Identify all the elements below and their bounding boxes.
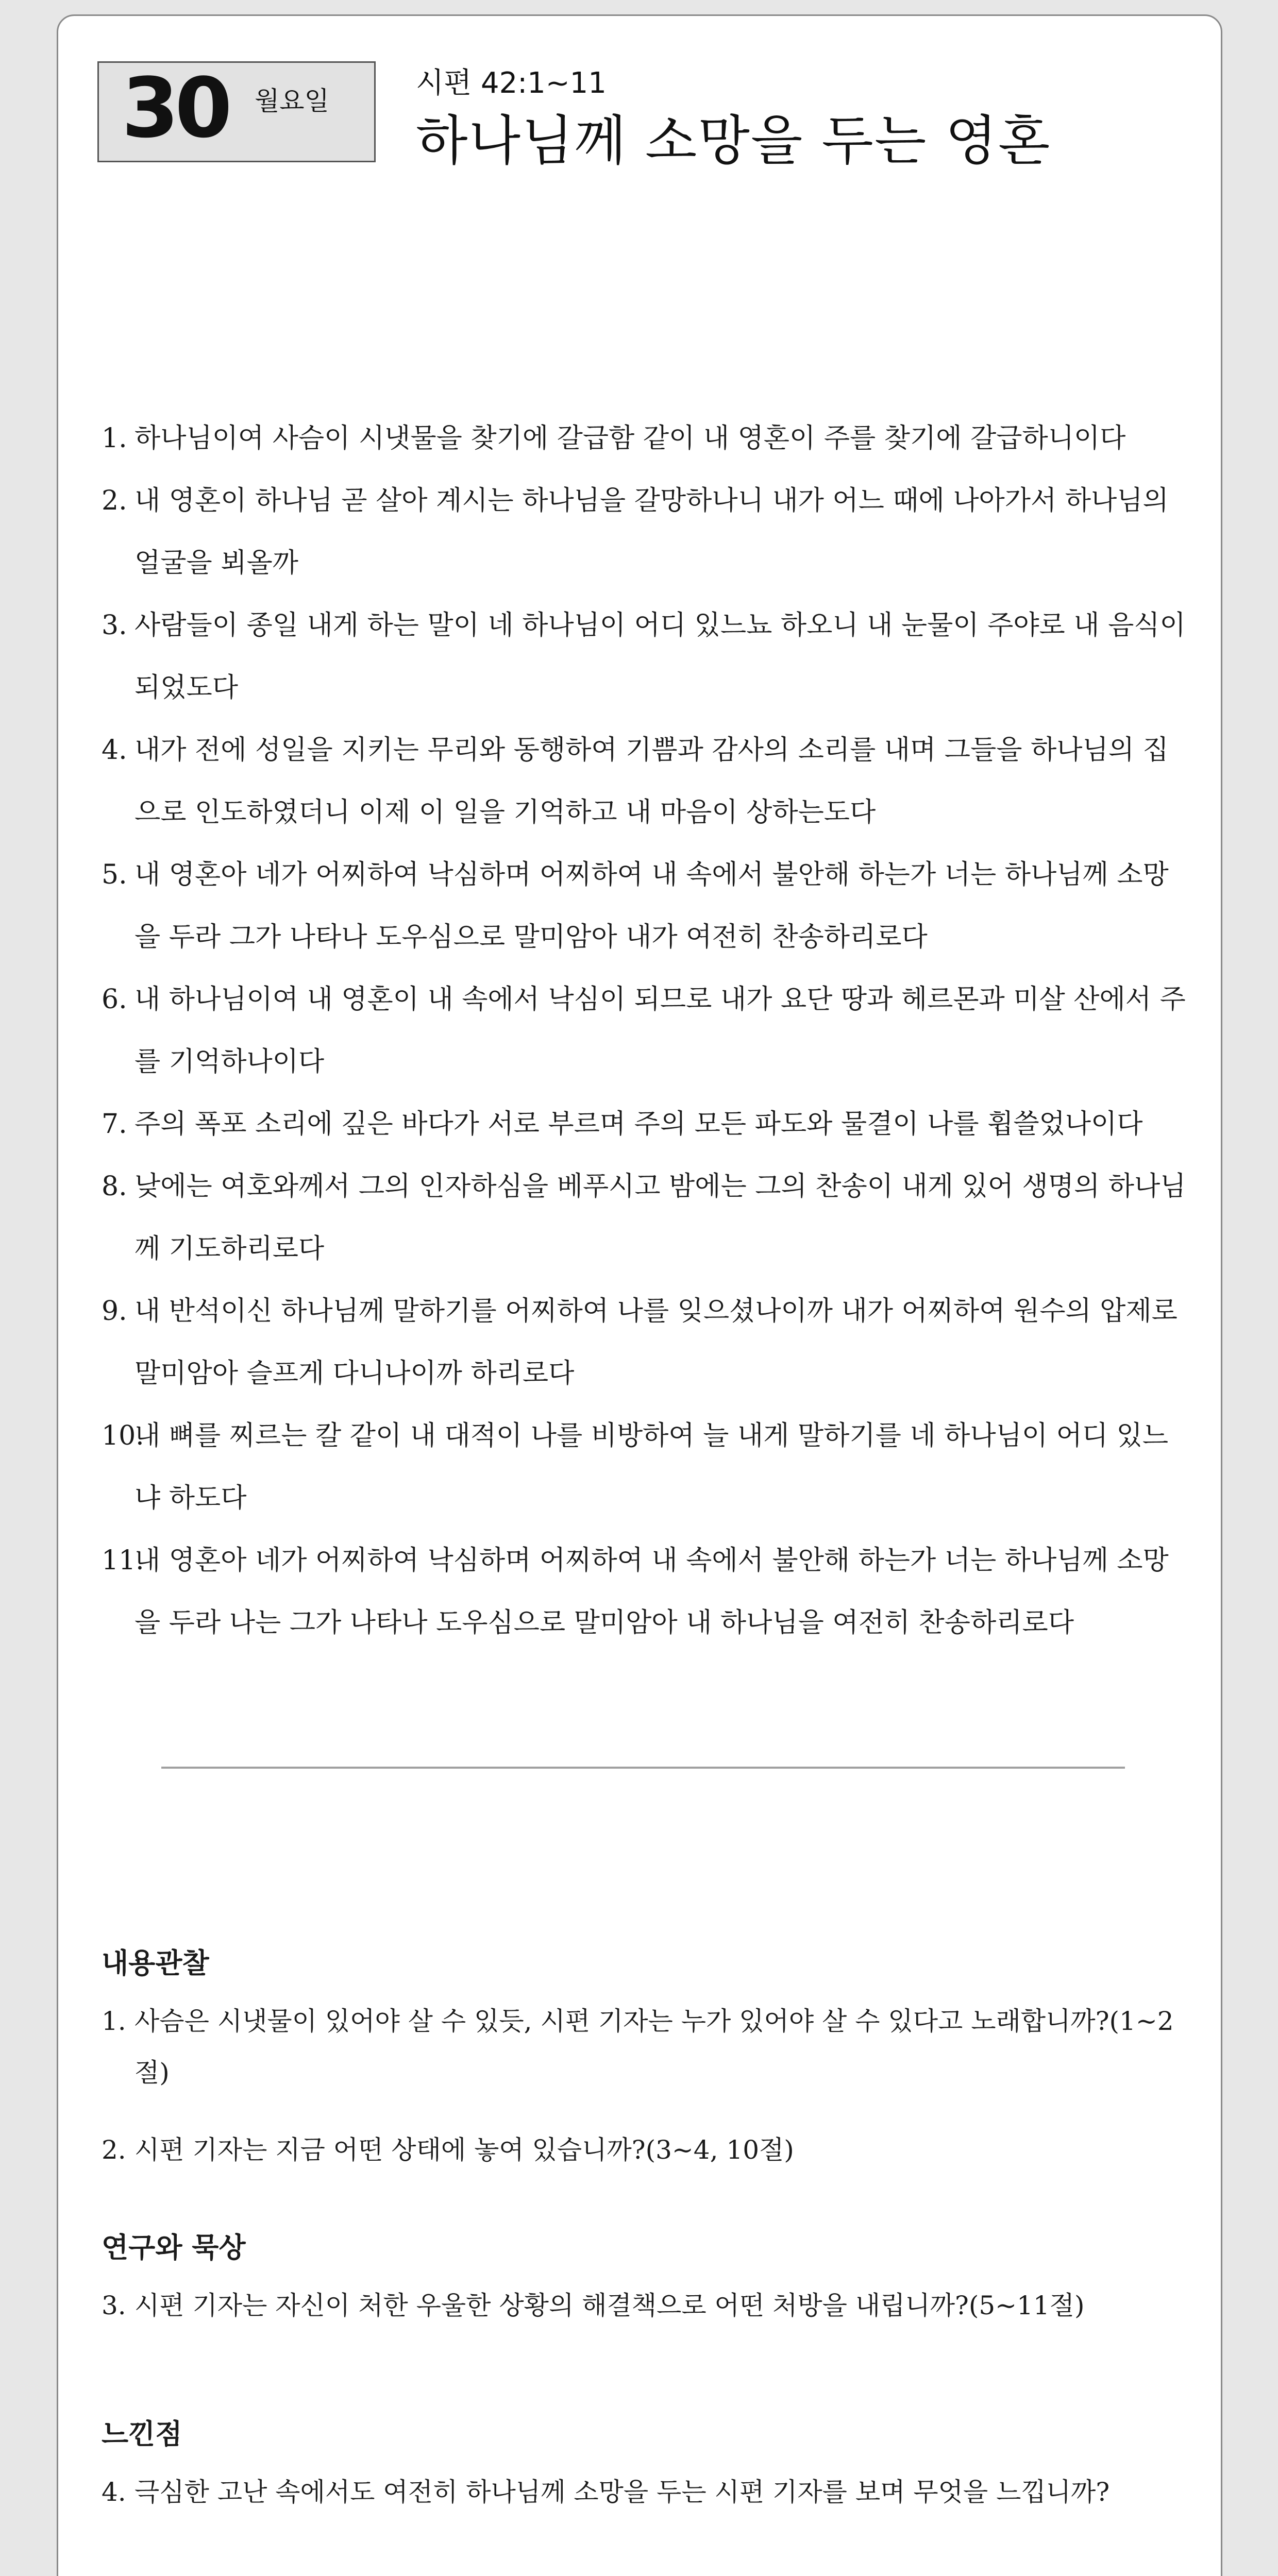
verse-text: 내 반석이신 하나님께 말하기를 어찌하여 나를 잊으셨나이까 내가 어찌하여 원수의 압제로 말미암아 슬프게 다니나이까 하리로다	[134, 1296, 1178, 1389]
section-study-meditation	[102, 2227, 1194, 2331]
verse-text: 내가 전에 성일을 지키는 무리와 동행하여 기쁨과 감사의 소리를 내며 그들을 하나님의 집으로 인도하였더니 이제 이 일을 기억하고 내 마음이 상하는도다	[134, 735, 1169, 828]
devotional-page	[57, 14, 1222, 2576]
verse-number: 8.	[102, 1171, 127, 1202]
section-reflection	[102, 2414, 1194, 2518]
verse-item	[102, 844, 1194, 969]
verse-number: 6.	[102, 984, 127, 1015]
verse-text: 내 영혼아 네가 어찌하여 낙심하며 어찌하여 내 속에서 불안해 하는가 너는 하나님께 소망을 두라 나는 그가 나타나 도우심으로 말미암아 내 하나님을 여전히 찬송하리로다	[134, 1545, 1169, 1638]
question-text: 시편 기자는 지금 어떤 상태에 놓여 있습니까?(3~4, 10절)	[134, 2135, 794, 2165]
verse-text: 내 뼈를 찌르는 칼 같이 내 대적이 나를 비방하여 늘 내게 말하기를 네 하나님이 어디 있느냐 하도다	[134, 1420, 1169, 1514]
page-header	[97, 36, 1180, 190]
study-questions	[102, 1943, 1194, 2576]
verse-item	[102, 1280, 1194, 1405]
verse-item	[102, 595, 1194, 719]
verse-item	[102, 1093, 1194, 1156]
verse-text: 내 하나님이여 내 영혼이 내 속에서 낙심이 되므로 내가 요단 땅과 헤르몬과 미살 산에서 주를 기억하나이다	[134, 984, 1186, 1077]
question-text: 사슴은 시냇물이 있어야 살 수 있듯, 시편 기자는 누가 있어야 살 수 있다고 노래합니까?(1~2절)	[134, 2006, 1174, 2088]
verse-item	[102, 719, 1194, 844]
day-number: 30	[122, 60, 228, 156]
question-item	[102, 2124, 1194, 2176]
verse-item	[102, 1156, 1194, 1280]
day-name: 월요일	[255, 86, 329, 116]
verse-text: 주의 폭포 소리에 깊은 바다가 서로 부르며 주의 모든 파도와 물결이 나를 휩쓸었나이다	[134, 1109, 1143, 1140]
question-number: 1.	[102, 2006, 126, 2036]
question-text: 시편 기자는 자신이 처한 우울한 상황의 해결책으로 어떤 처방을 내립니까?(5~11절)	[134, 2291, 1085, 2320]
verse-number: 10.	[102, 1420, 144, 1451]
verse-number: 4.	[102, 735, 127, 766]
question-number: 2.	[102, 2135, 126, 2165]
section-title: 연구와 묵상	[102, 2231, 246, 2264]
verse-text: 내 영혼아 네가 어찌하여 낙심하며 어찌하여 내 속에서 불안해 하는가 너는 하나님께 소망을 두라 그가 나타나 도우심으로 말미암아 내가 여전히 찬송하리로다	[134, 859, 1169, 953]
verse-item	[102, 470, 1194, 595]
verse-item	[102, 1405, 1194, 1530]
section-title: 느낀점	[102, 2418, 182, 2450]
section-observation	[102, 1943, 1194, 2176]
question-number: 4.	[102, 2477, 126, 2507]
section-divider	[161, 1767, 1125, 1769]
question-number: 3.	[102, 2291, 126, 2320]
verse-number: 3.	[102, 610, 127, 641]
question-item	[102, 2280, 1194, 2331]
scripture-passage	[102, 408, 1194, 1654]
verse-item	[102, 1530, 1194, 1654]
day-badge	[97, 61, 376, 162]
verse-number: 1.	[102, 423, 127, 454]
verse-number: 11.	[102, 1545, 144, 1576]
question-item	[102, 2466, 1194, 2518]
question-text: 극심한 고난 속에서도 여전히 하나님께 소망을 두는 시편 기자를 보며 무엇을 느낍니까?	[134, 2477, 1110, 2507]
verse-number: 7.	[102, 1109, 127, 1140]
section-title: 내용관찰	[102, 1947, 209, 1979]
scripture-reference: 시편 42:1~11	[416, 66, 607, 100]
verse-number: 2.	[102, 485, 127, 516]
verse-text: 사람들이 종일 내게 하는 말이 네 하나님이 어디 있느뇨 하오니 내 눈물이 주야로 내 음식이 되었도다	[134, 610, 1186, 703]
verse-text: 내 영혼이 하나님 곧 살아 계시는 하나님을 갈망하나니 내가 어느 때에 나아가서 하나님의 얼굴을 뵈올까	[134, 485, 1169, 579]
verse-number: 9.	[102, 1296, 127, 1327]
verse-number: 5.	[102, 859, 127, 890]
verse-text: 하나님이여 사슴이 시냇물을 찾기에 갈급함 같이 내 영혼이 주를 찾기에 갈급하니이다	[134, 423, 1126, 454]
question-item	[102, 1995, 1194, 2098]
page-title: 하나님께 소망을 두는 영혼	[416, 109, 1051, 172]
verse-text: 낮에는 여호와께서 그의 인자하심을 베푸시고 밤에는 그의 찬송이 내게 있어 생명의 하나님께 기도하리로다	[134, 1171, 1186, 1264]
verse-item	[102, 408, 1194, 470]
verse-item	[102, 969, 1194, 1093]
